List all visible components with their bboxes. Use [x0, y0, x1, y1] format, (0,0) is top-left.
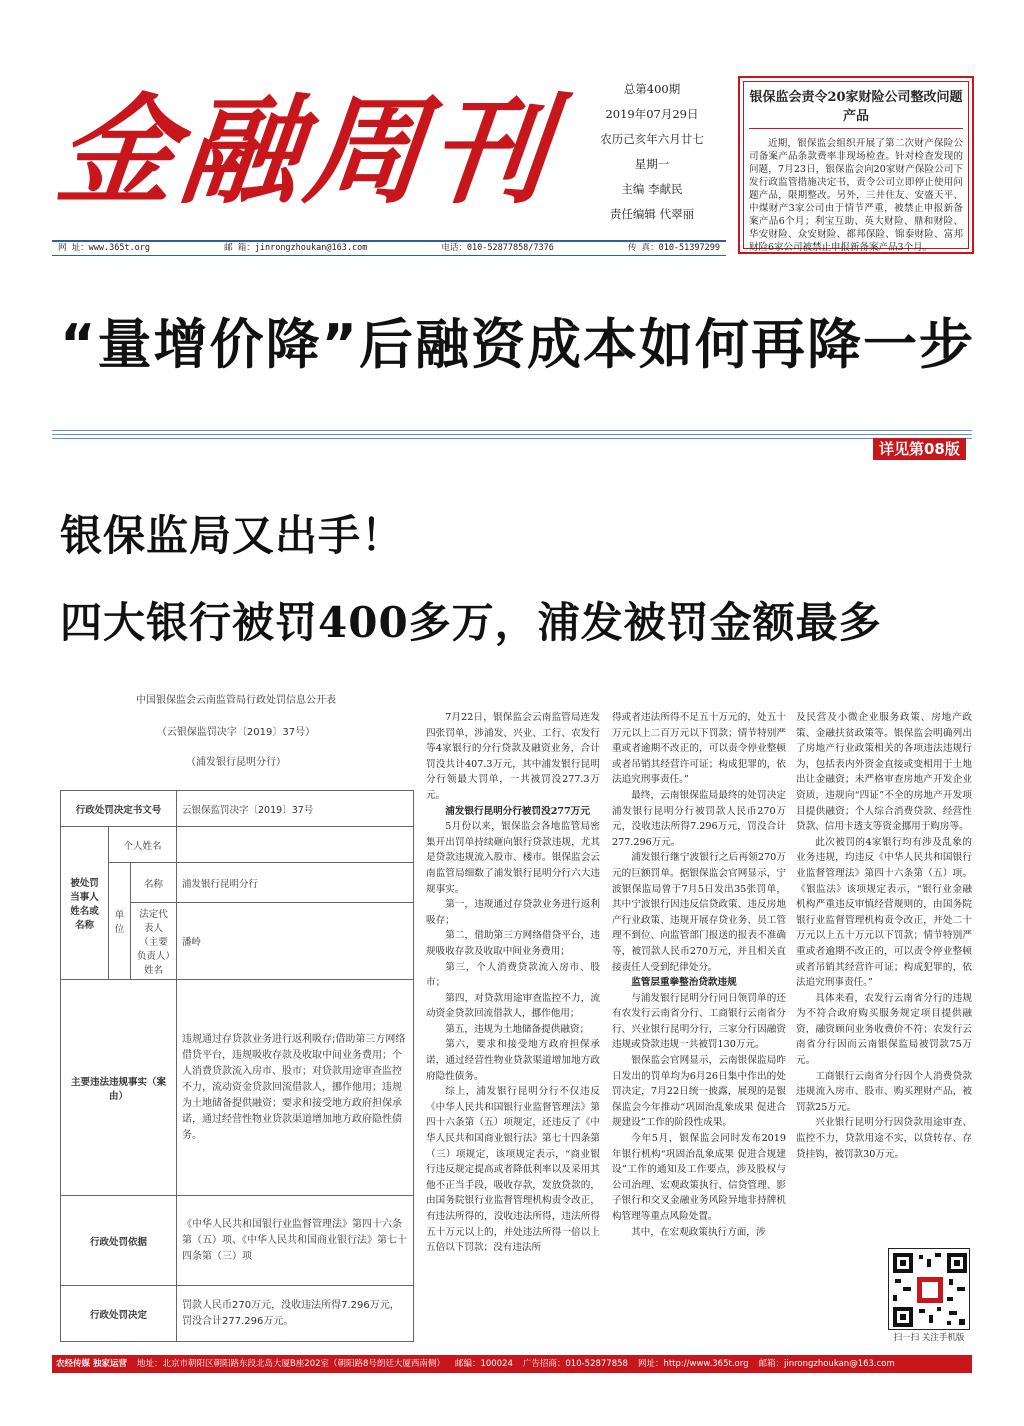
subheading: 浦发银行昆明分行被罚没277万元	[445, 805, 590, 817]
issue-info	[592, 82, 712, 232]
decision-label: 行政处罚决定	[61, 1286, 177, 1342]
party-label: 被处罚当事人姓名或名称	[61, 827, 109, 980]
footer-email[interactable]: 邮箱：jinrongzhoukan@163.com	[758, 1359, 895, 1369]
headline-regulator: 银保监局又出手！	[60, 511, 405, 560]
facts-value: 违规通过存贷款业务进行返利吸存;借助第三方网络借贷平台，违规吸收存款及收取中间业务费用；个人消费贷款流入房市、股市；对贷款用途审查监控不力，流动资金贷款回流借款人，挪作他用；违规为土地储备提供融资；要求和接受地方政府担保承诺，通过经营性物业贷款渠道增加地方政府隐性债务。	[177, 980, 414, 1196]
article-column-2	[612, 710, 786, 1240]
doc-title: 中国银保监会云南监管局行政处罚信息公开表	[136, 695, 336, 706]
footer-postcode: 邮编：100024	[454, 1359, 513, 1369]
paragraph: 兴业银行昆明分行因贷款用途审查、监控不力，贷款用途不实，以贷转存、存贷挂钩，被罚款30万元。	[796, 1117, 972, 1160]
unit-label: 单位	[109, 863, 131, 980]
footer-website[interactable]: 网址：http://www.365t.org	[637, 1359, 749, 1369]
paragraph: 第四，对贷款用途审查监控不力，流动资金贷款回流借款人，挪作他用；	[426, 992, 600, 1020]
penalty-table	[60, 790, 414, 1342]
issue-number: 总第400期	[623, 82, 681, 96]
paragraph: 浦发银行继宁波银行之后再领270万元的巨额罚单。据银保监会官网显示，宁波银保监局曾于7月5日发出35张罚单，其中宁波银行因违反信贷政策、违反房地产行业政策、违规开展存贷业务、员工管理不到位、向监管部门报送的报表不准确等，被罚款人民币270万元，并且相关直接责任人受到纪律处分。	[612, 852, 786, 973]
doc-case-number: （云银保监罚决字〔2019〕37号）	[156, 727, 316, 738]
paragraph: 第三，个人消费贷款流入房市、股市；	[426, 961, 600, 989]
qr-code-icon[interactable]	[888, 1248, 970, 1330]
see-more-tag[interactable]: 详见第08版	[873, 438, 966, 460]
decision-value: 罚款人民币270万元，没收违法所得7.296万元，罚没合计277.296万元。	[177, 1286, 414, 1342]
weekday: 星期一	[634, 157, 670, 171]
lunar-date: 农历己亥年六月廿七	[600, 132, 704, 146]
paragraph: 今年5月，银保监会同时发布2019年银行机构“巩固治乱象成果 促进合规建设”工作的通知及工作要点，涉及股权与公司治理、宏观政策执行、信贷管理、影子银行和交叉金融业务风险异地非持牌机构管理等重点风险处置。	[612, 1133, 786, 1222]
paragraph: 第一，违规通过存贷款业务进行返利吸存；	[426, 899, 600, 926]
subheading: 监管层重拳整治贷款违规	[631, 977, 737, 989]
paragraph: 此次被罚的4家银行均有涉及乱象的业务违规，均违反《中华人民共和国银行业监督管理法》第四十六条第（五）项。《银监法》该项规定表示，“银行业金融机构严重违反审慎经营规则的，由国务院银行业监督管理机构责令改正，并处二十万元以上五十万元以下罚款；情节特别严重或者逾期不改正的，可以责令停业整顿或者吊销其经营许可证；构成犯罪的，依法追究刑事责任。”	[796, 836, 972, 989]
contact-website[interactable]: 网 址：www.365t.org	[58, 243, 151, 253]
doc-number-value: 云银保监罚决字〔2019〕37号	[177, 791, 414, 827]
rep-value: 潘岭	[177, 903, 414, 980]
paragraph: 及民营及小微企业服务政策、房地产政策、金融扶贫政策等。银保监会明确列出了房地产行业政策相关的各项违法违规行为，包括表内外资金直接或变相用于土地出让金融资；未严格审查房地产开发企业资质，违规向“四证”不全的房地产开发项目提供融资；个人综合消费贷款、经营性贷款、信用卡透支等资金挪用于购房等。	[796, 712, 972, 833]
paragraph: 综上，浦发银行昆明分行不仅违反《中华人民共和国银行业监督管理法》第四十六条第（五）项规定，还违反了《中华人民共和国商业银行法》第七十四条第（三）项规定，该项规定表示，“商业银行违反规定提高或者降低利率以及采用其他不正当手段，吸收存款，发放贷款的，由国务院银行业监督管理机构责令改正，有违法所得的，没收违法所得，违法所得五十万元以上的，并处违法所得一倍以上五倍以下罚款；没有违法所	[426, 1086, 600, 1254]
paragraph: 得或者违法所得不足五十万元的，处五十万元以上二百万元以下罚款；情节特别严重或者逾期不改正的，可以责令停业整顿或者吊销其经营许可证；构成犯罪的，依法追究刑事责任。”	[612, 712, 786, 786]
name-label: 名称	[131, 863, 177, 903]
notice-text: 近期，银保监会组织开展了第二次财产保险公司备案产品条款费率非现场检查。针对检查发现的问题，7月23日，银保监会向20家财产保险公司下发行政监管措施决定书，责令公司立即停止使用问题产品，限期整改。另外，三井住友、安盛天平、中煤财产3家公司由于情节严重，被禁止申报新备案产品6个月；利宝互助、英大财险、鼎和财险、华安财险、众安财险、都邦保险、锦泰财险、富邦财险6家公司被禁止申报新备案产品3个月。	[749, 138, 963, 253]
facts-label: 主要违法违规事实（案由）	[61, 980, 177, 1196]
penalty-document	[56, 690, 416, 1327]
chief-editor: 主编 李献民	[621, 182, 683, 196]
paragraph: 银保监会官网显示，云南银保监局昨日发出的罚单均为6月26日集中作出的处罚决定，7月22日统一披露，展现的是银保监会今年推动“巩固治乱象成果 促进合规建设”工作的阶段性成果。	[612, 1055, 786, 1129]
paragraph: 5月份以来，银保监会各地监管局密集开出罚单持续砸向银行贷款违规，尤其是贷款违规流入股市、楼市。银保监会云南监管局细数了浦发银行昆明分行六大违规事实。	[426, 821, 600, 895]
person-value	[177, 827, 414, 863]
person-label: 个人姓名	[109, 827, 177, 863]
rep-label: 法定代表人（主要负责人）姓名	[131, 903, 177, 980]
footer-ad: 广告招商：010-52877858	[522, 1359, 628, 1369]
headline-financing-cost: “量增价降”后融资成本如何再降一步	[60, 313, 975, 376]
contact-email[interactable]: 邮 箱：jinrongzhoukan@163.com	[224, 243, 368, 253]
notice-title: 银保监会责令20家财险公司整改问题产品	[749, 86, 963, 129]
paragraph: 其中，在宏观政策执行方面，涉	[631, 1226, 766, 1238]
footer-brand: 农经传媒 独家运营	[56, 1359, 127, 1369]
footer-bar	[52, 1355, 972, 1373]
rule-lines	[52, 430, 972, 444]
contact-bar	[52, 240, 726, 256]
paragraph: 第二，借助第三方网络借贷平台，违规吸收存款及收取中间业务费用；	[426, 930, 600, 957]
paragraph: 第五，违规为土地储备提供融资；	[445, 1023, 590, 1035]
issue-date: 2019年07月29日	[605, 107, 699, 121]
paragraph: 工商银行云南省分行因个人消费贷款违规流入房市、股市、购买理财产品，被罚款25万元。	[796, 1070, 972, 1113]
contact-fax: 传 真：010-51397299	[627, 243, 720, 253]
article-column-3	[796, 710, 972, 1162]
paragraph: 与浦发银行昆明分行同日领罚单的还有农发行云南省分行、工商银行云南省分行、兴业银行昆明分行，三家分行因融资违规或贷款违规一共被罚130万元。	[612, 992, 786, 1051]
contact-phone: 电话：010-52877858/7376	[441, 243, 554, 253]
paragraph: 具体来看，农发行云南省分行的违规为不符合政府购买服务规定项目提供融资，融资顾问业务收费价不符；农发行云南省分行因而云南银保监局被罚款75万元。	[796, 992, 972, 1067]
responsible-editor: 责任编辑 代翠丽	[609, 207, 695, 221]
basis-label: 行政处罚依据	[61, 1196, 177, 1286]
headline-bank-fines: 四大银行被罚400多万，浦发被罚金额最多	[60, 598, 882, 647]
name-value: 浦发银行昆明分行	[177, 863, 414, 903]
qr-code-block	[886, 1248, 972, 1344]
masthead-logo: 金融周刊	[50, 81, 562, 220]
article-column-1	[426, 710, 600, 1256]
notice-box	[738, 76, 974, 254]
paragraph: 第六，要求和接受地方政府担保承诺，通过经营性物业贷款渠道增加地方政府隐性债务。	[426, 1039, 600, 1082]
qr-label: 扫一扫 关注手机版	[893, 1333, 965, 1343]
doc-number-label: 行政处罚决定书文号	[61, 791, 177, 827]
footer-address: 地址：北京市朝阳区朝阳路东段北岛大厦B座202室（朝阳路8号朗廷大厦西南侧）	[136, 1359, 445, 1369]
basis-value: 《中华人民共和国银行业监督管理法》第四十六条第（五）项、《中华人民共和国商业银行法》第七十四条第（三）项	[177, 1196, 414, 1286]
doc-bank: （浦发银行昆明分行）	[186, 757, 286, 768]
paragraph: 7月22日，银保监会云南监管局连发四张罚单，涉浦发、兴业、工行、农发行等4家银行的分行贷款及融资业务，合计罚没共计407.3万元，其中浦发银行昆明分行领最大罚单，一共被罚没277.3万元。	[426, 712, 600, 801]
paragraph: 最终，云南银保监局最终的处罚决定浦发银行昆明分行被罚款人民币270万元，没收违法所得7.296万元，罚没合计277.296万元。	[612, 789, 786, 848]
